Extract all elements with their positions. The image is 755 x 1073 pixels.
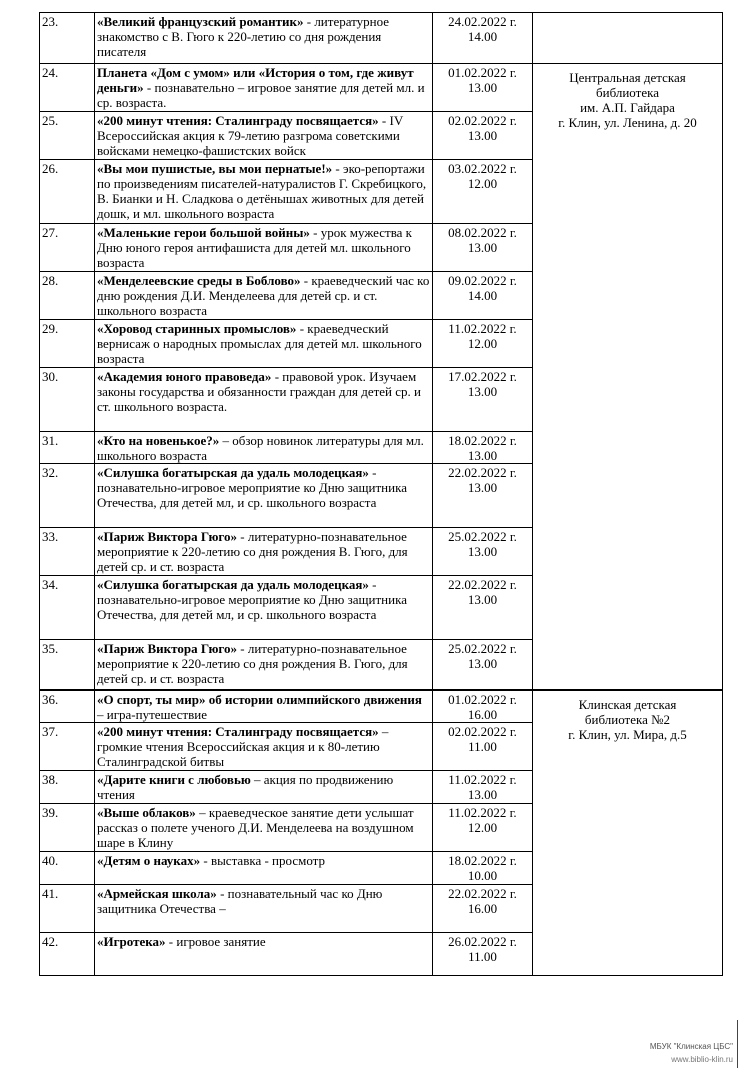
event-time: 13.00: [467, 592, 498, 607]
event-date: 01.02.2022 г.: [448, 65, 517, 80]
location-line: им. А.П. Гайдара: [580, 100, 675, 115]
event-time: 13.00: [467, 384, 498, 399]
row-number: 33.: [40, 528, 95, 576]
event-title: «Париж Виктора Гюго»: [97, 641, 237, 656]
date-cell: [433, 852, 533, 885]
location-cell: [533, 690, 723, 976]
event-title: «Силушка богатырская да удаль молодецкая»: [97, 465, 369, 480]
event-time: 12.00: [467, 336, 498, 351]
event-date: 22.02.2022 г.: [448, 577, 517, 592]
date-cell: [433, 771, 533, 804]
event-date: 11.02.2022 г.: [448, 805, 517, 820]
event-title: «Маленькие герои большой войны»: [97, 225, 310, 240]
event-cell: [95, 528, 433, 576]
event-title: «Дарите книги с любовью: [97, 772, 251, 787]
event-description: – игра-путешествие: [97, 706, 207, 722]
event-date: 22.02.2022 г.: [448, 465, 517, 480]
event-cell: [95, 224, 433, 272]
event-date: 11.02.2022 г.: [448, 321, 517, 336]
date-cell: [433, 160, 533, 224]
row-number: 41.: [40, 885, 95, 933]
row-number: 30.: [40, 368, 95, 432]
event-cell: [95, 64, 433, 112]
event-description: - познавательно-игровое мероприятие ко Дню защитника Отечества, для детей мл, и ср. школьного возраста: [97, 465, 407, 510]
date-cell: [433, 723, 533, 771]
location-line: Клинская детская: [578, 696, 677, 712]
event-title: «Вы мои пушистые, вы мои пернатые!»: [97, 161, 333, 176]
event-time: 13.00: [467, 787, 498, 802]
date-cell: [433, 224, 533, 272]
date-cell: [433, 272, 533, 320]
event-title: «Кто на новенькое?»: [97, 433, 220, 448]
event-date: 02.02.2022 г.: [448, 113, 517, 128]
event-date: 24.02.2022 г.: [448, 14, 517, 29]
event-description: - IV Всероссийская акция к 79-летию разгрома советскими войсками немецко-фашистских войск: [97, 113, 403, 158]
location-line: библиотека №2: [584, 711, 671, 727]
event-cell: [95, 771, 433, 804]
event-date: 01.02.2022 г.: [448, 691, 517, 707]
event-description: - литературно-познавательное мероприятие к 220-летию со дня рождения В. Гюго, для детей ср. и ст. возраста: [97, 529, 408, 574]
event-cell: [95, 320, 433, 368]
table-row: [40, 690, 723, 723]
date-cell: [433, 320, 533, 368]
event-cell: [95, 690, 433, 723]
event-time: 14.00: [467, 29, 498, 44]
event-cell: [95, 576, 433, 640]
date-cell: [433, 368, 533, 432]
event-title: «Менделеевские среды в Боблово»: [97, 273, 301, 288]
event-description: - эко-репортажи по произведениям писателей-натуралистов Г. Скребицкого, В. Бианки и Н. Сладкова о детёнышах животных для детей дошк, и мл. школьного возраста: [97, 161, 427, 221]
event-title: «Академия юного правоведа»: [97, 369, 272, 384]
event-title: «Детям о науках»: [97, 853, 201, 868]
event-description: – громкие чтения Всероссийская акция и к 80-летию Сталинградской битвы: [97, 724, 389, 769]
row-number: 23.: [40, 13, 95, 64]
event-time: 13.00: [467, 128, 498, 143]
row-number: 31.: [40, 432, 95, 464]
event-description: - познавательный час ко Дню защитника Отечества –: [97, 886, 383, 916]
event-date: 26.02.2022 г.: [448, 934, 517, 949]
row-number: 26.: [40, 160, 95, 224]
event-date: 08.02.2022 г.: [448, 225, 517, 240]
location-line: библиотека: [596, 85, 659, 100]
date-cell: [433, 640, 533, 690]
event-date: 22.02.2022 г.: [448, 886, 517, 901]
event-date: 18.02.2022 г.: [448, 853, 517, 868]
date-cell: [433, 576, 533, 640]
row-number: 34.: [40, 576, 95, 640]
event-description: - краеведческий вернисаж о народных промыслах для детей мл. школьного возраста: [97, 321, 422, 366]
event-cell: [95, 272, 433, 320]
event-title: Планета «Дом с умом» или «История о том, где живут деньги»: [97, 65, 414, 95]
event-description: – акция по продвижению чтения: [97, 772, 394, 802]
event-time: 13.00: [467, 240, 498, 255]
footer-org: МБУК "Клинская ЦБС": [649, 1042, 733, 1051]
event-title: «Игротека»: [97, 934, 166, 949]
event-cell: [95, 640, 433, 690]
date-cell: [433, 112, 533, 160]
event-time: 10.00: [467, 868, 498, 883]
event-time: 13.00: [467, 544, 498, 559]
event-description: - литературное знакомство с В. Гюго к 220-летию со дня рождения писателя: [97, 14, 390, 59]
location-line: г. Клин, ул. Ленина, д. 20: [558, 115, 697, 130]
event-time: 16.00: [467, 901, 498, 916]
event-time: 12.00: [467, 176, 498, 191]
event-cell: [95, 368, 433, 432]
row-number: 38.: [40, 771, 95, 804]
date-cell: [433, 464, 533, 528]
event-description: – краеведческое занятие дети услышат рассказ о полете ученого Д.И. Менделеева на воздушном шаре в Клину: [97, 805, 414, 850]
row-number: 27.: [40, 224, 95, 272]
event-cell: [95, 852, 433, 885]
event-title: «Париж Виктора Гюго»: [97, 529, 237, 544]
row-number: 36.: [40, 690, 95, 723]
event-cell: [95, 933, 433, 976]
event-title: «Силушка богатырская да удаль молодецкая»: [97, 577, 369, 592]
event-description: - правовой урок. Изучаем законы государства и обязанности граждан для детей ср. и ст. школьного возраста.: [97, 369, 421, 414]
date-cell: [433, 64, 533, 112]
date-cell: [433, 804, 533, 852]
row-number: 25.: [40, 112, 95, 160]
event-description: - краеведческий час ко дню рождения Д.И. Менделеева для детей ср. и ст. школьного возраста: [97, 273, 430, 318]
row-number: 32.: [40, 464, 95, 528]
date-cell: [433, 13, 533, 64]
table-row: [40, 64, 723, 112]
event-cell: [95, 112, 433, 160]
event-time: 14.00: [467, 288, 498, 303]
event-description: - литературно-познавательное мероприятие к 220-летию со дня рождения В. Гюго, для детей ср. и ст. возраста: [97, 641, 408, 686]
footer-divider: [737, 1020, 738, 1068]
row-number: 29.: [40, 320, 95, 368]
event-cell: [95, 723, 433, 771]
event-date: 11.02.2022 г.: [448, 772, 517, 787]
event-time: 13.00: [467, 480, 498, 495]
location-line: Центральная детская: [569, 70, 686, 85]
event-cell: [95, 464, 433, 528]
events-table: [39, 12, 723, 976]
event-date: 09.02.2022 г.: [448, 273, 517, 288]
date-cell: [433, 885, 533, 933]
event-cell: [95, 160, 433, 224]
location-cell: [533, 64, 723, 690]
event-date: 17.02.2022 г.: [448, 369, 517, 384]
date-cell: [433, 690, 533, 723]
event-description: - игровое занятие: [165, 934, 266, 949]
event-description: - познавательно – игровое занятие для детей мл. и ср. возраста.: [97, 80, 425, 110]
table-row: [40, 13, 723, 64]
event-title: «Выше облаков»: [97, 805, 196, 820]
date-cell: [433, 432, 533, 464]
event-cell: [95, 13, 433, 64]
event-date: 03.02.2022 г.: [448, 161, 517, 176]
event-title: «О спорт, ты мир» об истории олимпийского движения: [97, 691, 422, 707]
event-description: - выставка - просмотр: [200, 853, 325, 868]
event-description: - познавательно-игровое мероприятие ко Дню защитника Отечества, для детей мл, и ср. школьного возраста: [97, 577, 407, 622]
row-number: 35.: [40, 640, 95, 690]
row-number: 24.: [40, 64, 95, 112]
row-number: 40.: [40, 852, 95, 885]
event-time: 16.00: [467, 706, 498, 722]
event-cell: [95, 885, 433, 933]
location-cell: [533, 13, 723, 64]
event-date: 25.02.2022 г.: [448, 529, 517, 544]
event-time: 11.00: [468, 739, 497, 754]
event-date: 02.02.2022 г.: [448, 724, 517, 739]
event-cell: [95, 432, 433, 464]
event-title: «200 минут чтения: Сталинграду посвящается»: [97, 724, 379, 739]
event-description: - урок мужества к Дню юного героя антифашиста для детей мл. школьного возраста: [97, 225, 412, 270]
event-date: 25.02.2022 г.: [448, 641, 517, 656]
event-title: «Хоровод старинных промыслов»: [97, 321, 297, 336]
event-title: «Армейская школа»: [97, 886, 217, 901]
footer-url: www.biblio-klin.ru: [671, 1055, 733, 1064]
row-number: 28.: [40, 272, 95, 320]
date-cell: [433, 528, 533, 576]
event-title: «Великий французский романтик»: [97, 14, 304, 29]
event-title: «200 минут чтения: Сталинграду посвящается»: [97, 113, 379, 128]
event-time: 13.00: [467, 80, 498, 95]
location-line: г. Клин, ул. Мира, д.5: [568, 726, 687, 742]
row-number: 42.: [40, 933, 95, 976]
event-time: 11.00: [468, 949, 497, 964]
event-description: – обзор новинок литературы для мл. школьного возраста: [97, 433, 424, 463]
event-time: 13.00: [467, 656, 498, 671]
event-cell: [95, 804, 433, 852]
event-time: 12.00: [467, 820, 498, 835]
events-table-body: [40, 13, 723, 976]
event-time: 13.00: [467, 448, 498, 463]
event-date: 18.02.2022 г.: [448, 433, 517, 448]
date-cell: [433, 933, 533, 976]
row-number: 39.: [40, 804, 95, 852]
row-number: 37.: [40, 723, 95, 771]
